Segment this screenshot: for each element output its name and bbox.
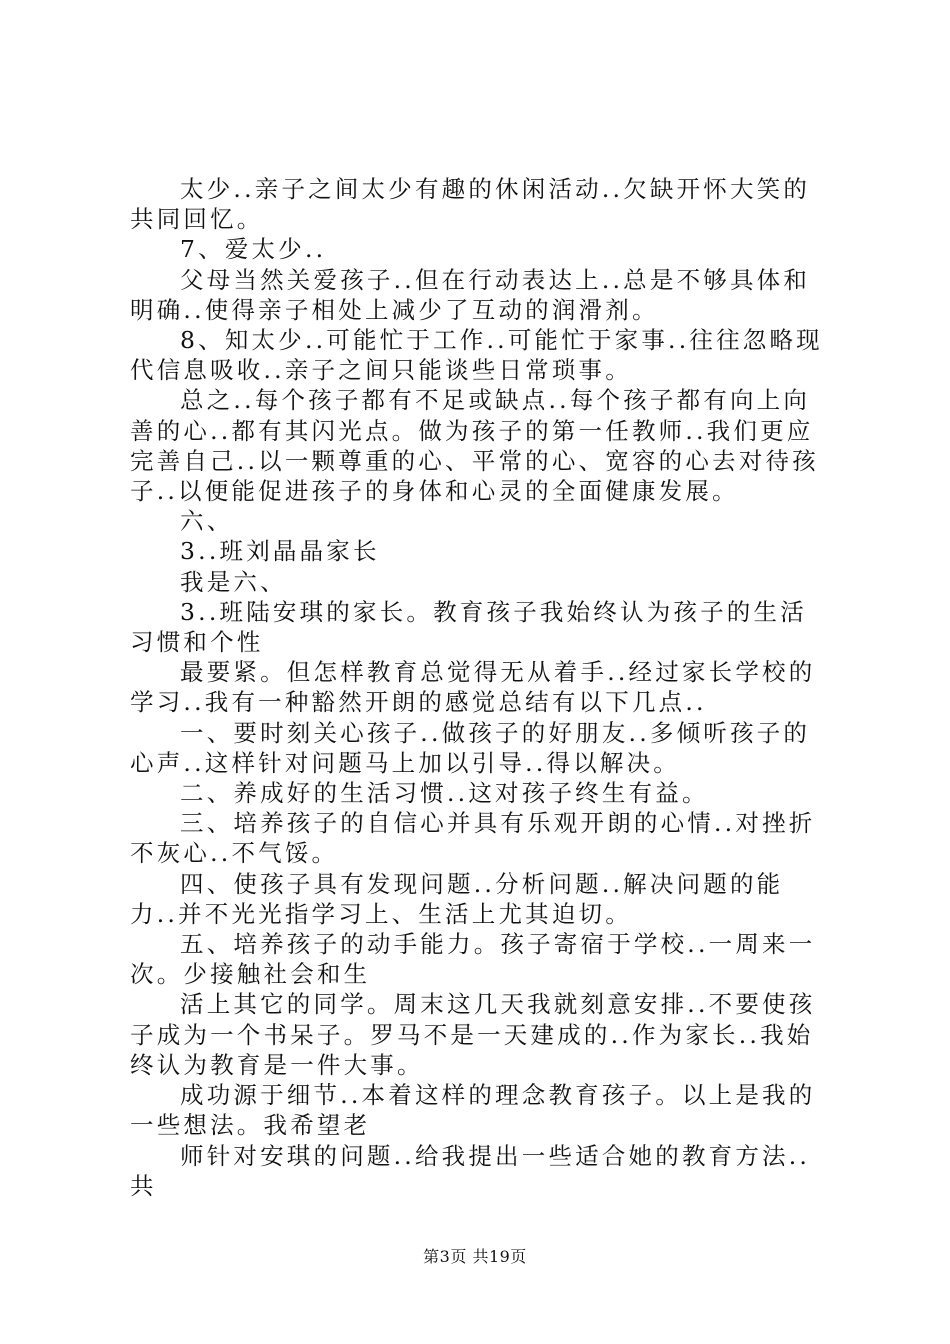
- paragraph-17: 成功源于细节..本着这样的理念教育孩子。以上是我的一些想法。我希望老: [130, 1081, 816, 1140]
- paragraph-6: 六、: [180, 507, 234, 536]
- page-number-footer: 第3页 共19页: [423, 1247, 527, 1266]
- paragraph-15: 五、培养孩子的动手能力。孩子寄宿于学校..一周来一次。少接触社会和生: [130, 930, 816, 989]
- paragraph-14: 四、使孩子具有发现问题..分析问题..解决问题的能力..并不光光指学习上、生活上尤其迫切。: [130, 869, 784, 928]
- paragraph-16: 活上其它的同学。周末这几天我就刻意安排..不要使孩子成为一个书呆子。罗马不是一天建成的..作为家长..我始终认为教育是一件大事。: [130, 990, 816, 1079]
- paragraph-18: 师针对安琪的问题..给我提出一些适合她的教育方法..共: [130, 1141, 811, 1200]
- paragraph-13: 三、培养孩子的自信心并具有乐观开朗的心情..对挫折不灰心..不气馁。: [130, 809, 816, 868]
- paragraph-1: 太少..亲子之间太少有趣的休闲活动..欠缺开怀大笑的共同回忆。: [130, 175, 811, 234]
- paragraph-5: 总之..每个孩子都有不足或缺点..每个孩子都有向上向善的心..都有其闪光点。做为孩子的第一任教师..我们更应完善自己..以一颗尊重的心、平常的心、宽容的心去对待孩子..以便能促进孩子的身体和心灵的全面健康发展。: [130, 386, 819, 506]
- document-body: [130, 174, 830, 1201]
- paragraph-2: 7、爱太少..: [180, 235, 327, 264]
- paragraph-12: 二、养成好的生活习惯..这对孩子终生有益。: [180, 779, 709, 808]
- paragraph-9: 3..班陆安琪的家长。教育孩子我始终认为孩子的生活习惯和个性: [130, 597, 807, 657]
- paragraph-4: 8、知太少..可能忙于工作..可能忙于家事..往往忽略现代信息吸收..亲子之间只能谈些日常琐事。: [130, 326, 823, 385]
- paragraph-10: 最要紧。但怎样教育总觉得无从着手..经过家长学校的学习..我有一种豁然开朗的感觉总结有以下几点..: [130, 658, 816, 717]
- paragraph-11: 一、要时刻关心孩子..做孩子的好朋友..多倾听孩子的心声..这样针对问题马上加以引导..得以解决。: [130, 718, 811, 777]
- paragraph-8: 我是六、: [180, 567, 287, 596]
- paragraph-3: 父母当然关爱孩子..但在行动表达上..总是不够具体和明确..使得亲子相处上减少了互动的润滑剂。: [130, 265, 811, 324]
- paragraph-7: 3..班刘晶晶家长: [180, 537, 380, 566]
